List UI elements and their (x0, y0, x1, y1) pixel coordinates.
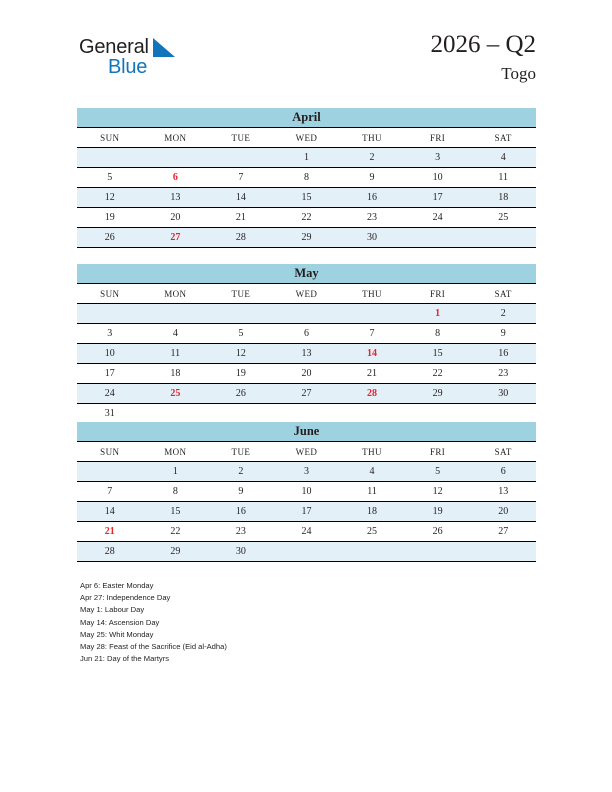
day-cell[interactable]: 7 (339, 324, 405, 344)
weekday-header-sun: SUN (77, 128, 143, 148)
day-cell[interactable]: 11 (143, 344, 209, 364)
day-cell[interactable]: 20 (274, 364, 340, 384)
week-row (77, 384, 536, 404)
week-row (77, 344, 536, 364)
week-row (77, 542, 536, 562)
day-cell[interactable]: 1 (143, 462, 209, 482)
day-cell-empty (77, 304, 143, 324)
day-cell-empty (405, 404, 471, 424)
week-row (77, 364, 536, 384)
day-cell-empty (208, 304, 274, 324)
day-cell[interactable]: 10 (274, 482, 340, 502)
logo-word-blue: Blue (108, 56, 148, 78)
day-cell[interactable]: 11 (339, 482, 405, 502)
day-cell-empty (143, 304, 209, 324)
day-cell[interactable]: 20 (143, 208, 209, 228)
day-cell[interactable]: 22 (143, 522, 209, 542)
day-cell[interactable]: 1 (274, 148, 340, 168)
month-title-bar (77, 264, 536, 284)
day-cell[interactable]: 17 (405, 188, 471, 208)
page-subtitle: Togo (501, 64, 536, 83)
weekday-header-sun: SUN (77, 442, 143, 462)
weekday-header-sat: SAT (470, 128, 536, 148)
day-cell[interactable]: 3 (77, 324, 143, 344)
day-cell[interactable]: 10 (405, 168, 471, 188)
holiday-list-item: May 28: Feast of the Sacrifice (Eid al-Adha) (80, 642, 227, 652)
day-cell[interactable]: 19 (77, 208, 143, 228)
day-cell[interactable]: 28 (77, 542, 143, 562)
day-cell[interactable]: 15 (143, 502, 209, 522)
triangle-icon (153, 38, 175, 57)
day-cell-empty (77, 462, 143, 482)
day-cell[interactable]: 21 (208, 208, 274, 228)
holiday-list-item: May 14: Ascension Day (80, 617, 160, 627)
holiday-list-item: Jun 21: Day of the Martyrs (80, 654, 170, 664)
day-cell[interactable]: 13 (143, 188, 209, 208)
day-cell[interactable]: 3 (405, 148, 471, 168)
weekday-header-thu: THU (339, 128, 405, 148)
day-cell-empty (470, 228, 536, 248)
day-cell[interactable]: 5 (405, 462, 471, 482)
day-cell-empty (339, 404, 405, 424)
day-cell[interactable]: 6 (274, 324, 340, 344)
day-cell[interactable]: 31 (77, 404, 143, 424)
day-cell[interactable]: 5 (208, 324, 274, 344)
general-blue-logo (79, 36, 189, 80)
day-cell-holiday[interactable]: 6 (143, 168, 209, 188)
week-row (77, 404, 536, 424)
day-cell[interactable]: 8 (274, 168, 340, 188)
day-cell[interactable]: 6 (470, 462, 536, 482)
holiday-list (80, 580, 500, 665)
day-cell[interactable]: 20 (470, 502, 536, 522)
holiday-list-item: May 25: Whit Monday (80, 629, 154, 639)
weekday-header-wed: WED (274, 284, 340, 304)
week-row (77, 502, 536, 522)
day-cell[interactable]: 22 (405, 364, 471, 384)
day-cell[interactable]: 23 (470, 364, 536, 384)
day-cell[interactable]: 25 (470, 208, 536, 228)
day-cell-empty (405, 542, 471, 562)
day-cell-empty (143, 148, 209, 168)
weekday-header-wed: WED (274, 442, 340, 462)
calendar-table (77, 128, 536, 248)
day-cell[interactable]: 9 (339, 168, 405, 188)
day-cell[interactable]: 29 (274, 228, 340, 248)
day-cell[interactable]: 21 (339, 364, 405, 384)
day-cell[interactable]: 19 (208, 364, 274, 384)
day-cell[interactable]: 26 (405, 522, 471, 542)
day-cell-holiday[interactable]: 21 (77, 522, 143, 542)
day-cell[interactable]: 23 (208, 522, 274, 542)
day-cell[interactable]: 14 (77, 502, 143, 522)
day-cell[interactable]: 16 (339, 188, 405, 208)
day-cell[interactable]: 30 (208, 542, 274, 562)
weekday-header-mon: MON (143, 284, 209, 304)
day-cell[interactable]: 26 (77, 228, 143, 248)
weekday-header-row (77, 128, 536, 148)
weekday-header-thu: THU (339, 442, 405, 462)
day-cell[interactable]: 18 (143, 364, 209, 384)
day-cell-empty (143, 404, 209, 424)
weekday-header-thu: THU (339, 284, 405, 304)
week-row (77, 188, 536, 208)
logo-word-general: General (79, 36, 149, 58)
day-cell-empty (405, 228, 471, 248)
weekday-header-tue: TUE (208, 284, 274, 304)
title-block (430, 30, 536, 85)
day-cell[interactable]: 18 (470, 188, 536, 208)
day-cell[interactable]: 27 (274, 384, 340, 404)
weekday-header-sun: SUN (77, 284, 143, 304)
day-cell[interactable]: 29 (405, 384, 471, 404)
day-cell[interactable]: 24 (77, 384, 143, 404)
day-cell[interactable]: 13 (274, 344, 340, 364)
calendar-table (77, 442, 536, 562)
calendar-table (77, 284, 536, 423)
day-cell[interactable]: 12 (208, 344, 274, 364)
day-cell[interactable]: 2 (208, 462, 274, 482)
day-cell[interactable]: 12 (77, 188, 143, 208)
month-title-bar (77, 422, 536, 442)
day-cell-holiday[interactable]: 27 (143, 228, 209, 248)
weekday-header-row (77, 284, 536, 304)
day-cell-holiday[interactable]: 1 (405, 304, 471, 324)
weekday-header-row (77, 442, 536, 462)
month-block-may (77, 264, 536, 423)
holiday-list-item: May 1: Labour Day (80, 605, 145, 615)
month-name: May (294, 266, 319, 281)
page-title: 2026 – Q2 (430, 31, 536, 58)
day-cell[interactable]: 9 (208, 482, 274, 502)
day-cell[interactable]: 2 (470, 304, 536, 324)
weekday-header-mon: MON (143, 442, 209, 462)
weekday-header-fri: FRI (405, 442, 471, 462)
weekday-header-tue: TUE (208, 128, 274, 148)
day-cell[interactable]: 7 (77, 482, 143, 502)
day-cell-holiday[interactable]: 14 (339, 344, 405, 364)
day-cell[interactable]: 30 (339, 228, 405, 248)
week-row (77, 208, 536, 228)
day-cell[interactable]: 27 (470, 522, 536, 542)
month-name: April (292, 110, 321, 125)
day-cell-empty (77, 148, 143, 168)
day-cell[interactable]: 12 (405, 482, 471, 502)
weekday-header-sat: SAT (470, 284, 536, 304)
day-cell[interactable]: 8 (405, 324, 471, 344)
day-cell[interactable]: 3 (274, 462, 340, 482)
day-cell[interactable]: 28 (208, 228, 274, 248)
day-cell[interactable]: 2 (339, 148, 405, 168)
day-cell-empty (208, 148, 274, 168)
week-row (77, 168, 536, 188)
week-row (77, 228, 536, 248)
day-cell-empty (470, 542, 536, 562)
day-cell-empty (208, 404, 274, 424)
day-cell[interactable]: 16 (470, 344, 536, 364)
day-cell[interactable]: 25 (339, 522, 405, 542)
day-cell[interactable]: 18 (339, 502, 405, 522)
week-row (77, 482, 536, 502)
day-cell[interactable]: 23 (339, 208, 405, 228)
month-block-april (77, 108, 536, 248)
day-cell[interactable]: 29 (143, 542, 209, 562)
month-block-june (77, 422, 536, 562)
day-cell-empty (339, 542, 405, 562)
day-cell-empty (274, 404, 340, 424)
day-cell-holiday[interactable]: 25 (143, 384, 209, 404)
day-cell[interactable]: 4 (339, 462, 405, 482)
weekday-header-fri: FRI (405, 128, 471, 148)
day-cell[interactable]: 14 (208, 188, 274, 208)
weekday-header-sat: SAT (470, 442, 536, 462)
week-row (77, 522, 536, 542)
day-cell[interactable]: 10 (77, 344, 143, 364)
weekday-header-mon: MON (143, 128, 209, 148)
weekday-header-tue: TUE (208, 442, 274, 462)
weekday-header-wed: WED (274, 128, 340, 148)
page-header (0, 0, 612, 100)
week-row (77, 324, 536, 344)
day-cell[interactable]: 24 (274, 522, 340, 542)
day-cell[interactable]: 15 (274, 188, 340, 208)
day-cell[interactable]: 4 (143, 324, 209, 344)
day-cell[interactable]: 16 (208, 502, 274, 522)
day-cell[interactable]: 8 (143, 482, 209, 502)
week-row (77, 304, 536, 324)
month-title-bar (77, 108, 536, 128)
day-cell-empty (274, 304, 340, 324)
day-cell[interactable]: 26 (208, 384, 274, 404)
day-cell-empty (339, 304, 405, 324)
day-cell-holiday[interactable]: 28 (339, 384, 405, 404)
day-cell[interactable]: 4 (470, 148, 536, 168)
day-cell[interactable]: 11 (470, 168, 536, 188)
day-cell[interactable]: 13 (470, 482, 536, 502)
month-name: June (293, 424, 320, 439)
holiday-list-item: Apr 6: Easter Monday (80, 581, 154, 590)
day-cell[interactable]: 17 (274, 502, 340, 522)
day-cell[interactable]: 5 (77, 168, 143, 188)
holiday-list-item: Apr 27: Independence Day (80, 593, 171, 603)
day-cell-empty (470, 404, 536, 424)
weekday-header-fri: FRI (405, 284, 471, 304)
day-cell[interactable]: 17 (77, 364, 143, 384)
day-cell[interactable]: 22 (274, 208, 340, 228)
day-cell[interactable]: 24 (405, 208, 471, 228)
day-cell[interactable]: 30 (470, 384, 536, 404)
week-row (77, 148, 536, 168)
week-row (77, 462, 536, 482)
day-cell[interactable]: 19 (405, 502, 471, 522)
day-cell-empty (274, 542, 340, 562)
day-cell[interactable]: 7 (208, 168, 274, 188)
day-cell[interactable]: 15 (405, 344, 471, 364)
day-cell[interactable]: 9 (470, 324, 536, 344)
